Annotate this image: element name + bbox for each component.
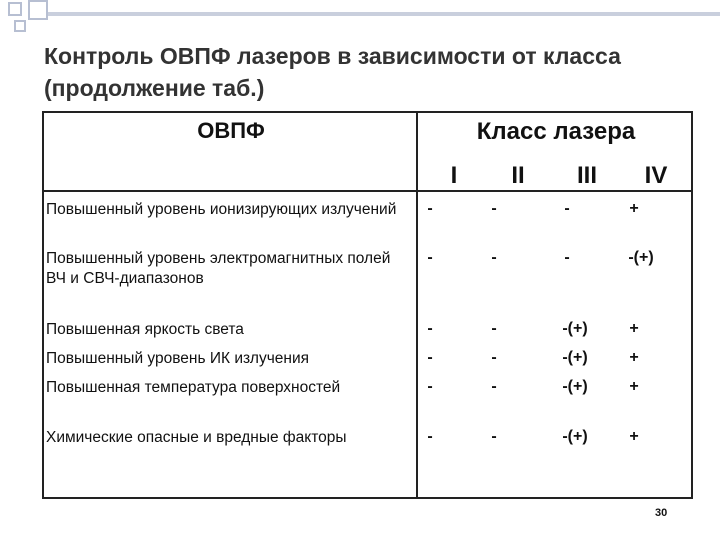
row-label: Повышенный уровень электромагнитных полей ВЧ и СВЧ-диапазонов	[46, 250, 391, 287]
cell: -(+)	[628, 249, 654, 266]
row-label: Повышенный уровень ионизирующих излучений	[46, 201, 397, 218]
cell: -	[491, 378, 497, 395]
cell: -(+)	[562, 349, 588, 366]
cell: -(+)	[562, 320, 588, 337]
deco-square	[28, 0, 48, 20]
cell: -	[491, 428, 497, 445]
cell: -	[491, 200, 497, 217]
class-col-3: III	[576, 162, 597, 189]
row-label: Повышенная яркость света	[46, 321, 244, 338]
header-laser-class: Класс лазера	[476, 118, 636, 145]
header-ovpf: ОВПФ	[197, 118, 265, 143]
cell: -	[491, 249, 497, 266]
class-col-2: II	[511, 162, 525, 189]
cell: -(+)	[562, 378, 588, 395]
cell: +	[629, 428, 639, 445]
cell: -	[427, 320, 433, 337]
slide-title: Контроль ОВПФ лазеров в зависимости от класса (продолжение таб.)	[44, 43, 621, 101]
cell: +	[629, 320, 639, 337]
cell: +	[629, 349, 639, 366]
page-number: 30	[655, 507, 668, 519]
cell: -	[491, 349, 497, 366]
cell: +	[629, 200, 639, 217]
cell: -	[427, 200, 433, 217]
deco-line	[48, 12, 720, 16]
cell: -	[427, 428, 433, 445]
cell: -	[564, 249, 570, 266]
cell: -	[564, 200, 570, 217]
cell: -	[427, 249, 433, 266]
decorative-squares	[0, 0, 720, 30]
class-col-4: IV	[644, 162, 668, 189]
row-label: Повышенный уровень ИК излучения	[46, 350, 310, 367]
table-divider	[42, 190, 693, 192]
deco-square	[8, 2, 22, 16]
row-label: Повышенная температура поверхностей	[46, 379, 341, 396]
cell: -	[491, 320, 497, 337]
row-label: Химические опасные и вредные факторы	[46, 429, 347, 446]
cell: -	[427, 349, 433, 366]
cell: -	[427, 378, 433, 395]
deco-square	[14, 20, 26, 32]
cell: +	[629, 378, 639, 395]
class-col-1: I	[450, 162, 458, 189]
cell: -(+)	[562, 428, 588, 445]
